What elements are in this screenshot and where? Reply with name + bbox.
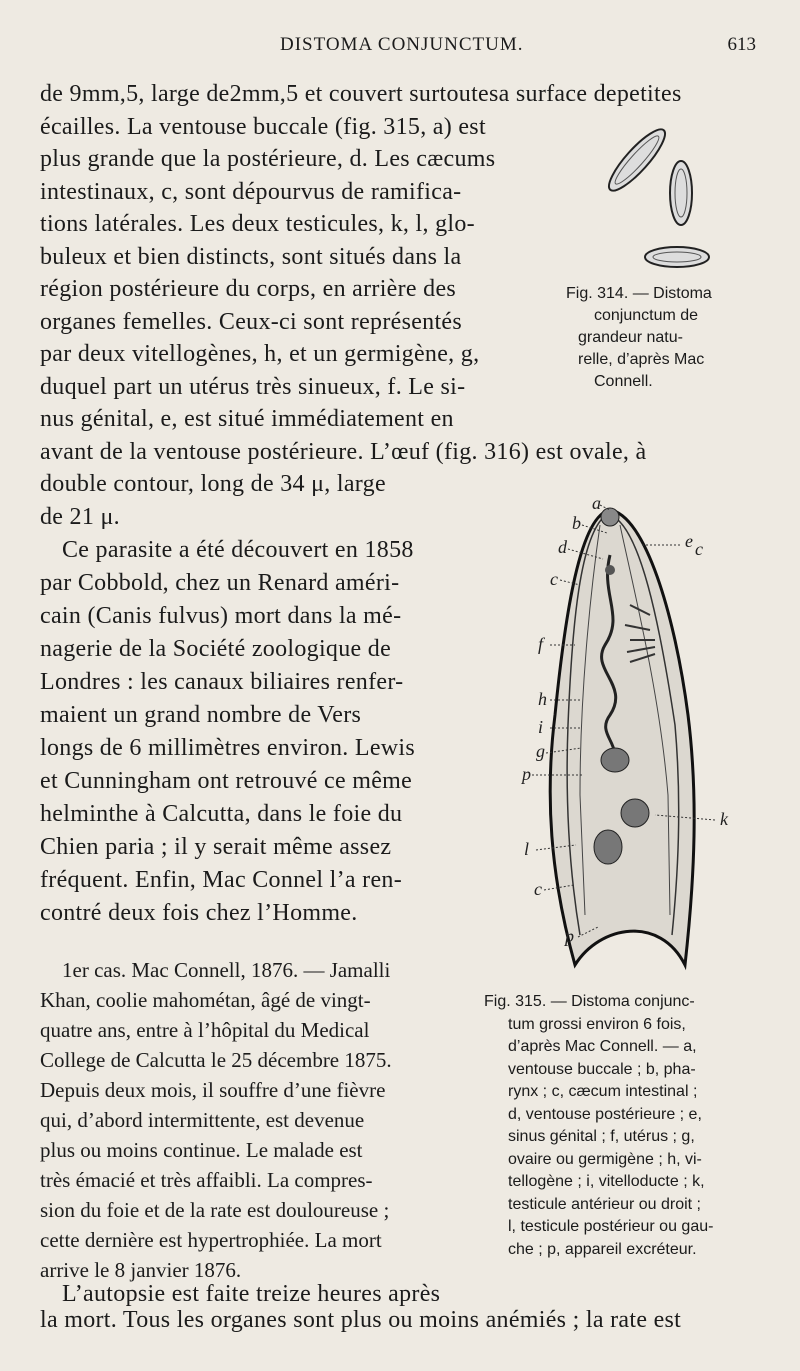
- figure-314-illustration: [595, 125, 775, 275]
- text-line: de 21 μ.: [40, 504, 120, 530]
- text-line: contré deux fois chez l’Homme.: [40, 900, 358, 926]
- caption-line: relle, d’après Mac: [578, 351, 705, 368]
- text-line: Khan, coolie mahométan, âgé de vingt-: [40, 988, 371, 1012]
- label-b: b: [572, 513, 581, 533]
- label-c-lower: c: [534, 879, 542, 899]
- caption-line: testicule antérieur ou droit ;: [508, 1195, 701, 1213]
- label-g: g: [536, 741, 545, 761]
- caption-line: che ; p, appareil excréteur.: [508, 1240, 697, 1258]
- text-line: arrive le 8 janvier 1876.: [40, 1258, 242, 1282]
- text-line: Depuis deux mois, il souffre d’une fièvre: [40, 1078, 386, 1102]
- label-p-upper: p: [522, 764, 531, 784]
- worm-specimen-2: [670, 161, 692, 225]
- label-c-right: c: [695, 539, 703, 559]
- text-line: nus génital, e, est situé immédiatement en: [40, 406, 454, 432]
- label-c-left: c: [550, 569, 558, 589]
- text-line: buleux et bien distincts, sont situés dans la: [40, 244, 462, 270]
- text-line: double contour, long de 34 μ, large: [40, 471, 386, 497]
- text-line: duquel part un utérus très sinueux, f. Le si-: [40, 374, 466, 400]
- page-number: 613: [727, 34, 756, 55]
- label-a: a: [592, 495, 601, 513]
- caption-line: grandeur natu-: [578, 329, 683, 346]
- text-line: longs de 6 millimètres environ. Lewis: [40, 735, 416, 761]
- text-line: quatre ans, entre à l’hôpital du Medical: [40, 1018, 370, 1042]
- text-line: Chien paria ; il y serait même assez: [40, 834, 392, 860]
- text-line: très émacié et très affaibli. La compres-: [40, 1168, 373, 1192]
- caption-line: rynx ; c, cæcum intestinal ;: [508, 1083, 698, 1100]
- label-i: i: [538, 717, 544, 737]
- text-line: qui, d’abord intermittente, est devenue: [40, 1108, 365, 1132]
- text-line: région postérieure du corps, en arrière des: [40, 276, 457, 302]
- caption-line: conjunctum de: [594, 307, 699, 324]
- caption-line: Fig. 314. — Distoma: [566, 285, 712, 302]
- label-k: k: [720, 809, 728, 829]
- text-line: de 9mm,5, large de2mm,5 et couvert surtoutesa surface depetites: [40, 81, 682, 107]
- figure-315-caption: [484, 991, 766, 1261]
- label-h: h: [538, 689, 547, 709]
- text-line: cette dernière est hypertrophiée. La mort: [40, 1228, 382, 1252]
- caption-line: d, ventouse postérieure ; e,: [508, 1105, 702, 1123]
- text-line: tions latérales. Les deux testicules, k, l, glo-: [40, 211, 475, 237]
- worm-specimen-3: [645, 247, 709, 267]
- text-line: par Cobbold, chez un Renard améri-: [40, 570, 400, 596]
- text-line: écailles. La ventouse buccale (fig. 315, a) est: [40, 114, 486, 140]
- text-line: 1er cas. Mac Connell, 1876. — Jamalli: [62, 958, 391, 982]
- caption-line: tellogène ; i, vitelloducte ; k,: [508, 1173, 705, 1190]
- text-line: Ce parasite a été découvert en 1858: [62, 537, 414, 563]
- text-line: L’autopsie est faite treize heures après: [62, 1281, 441, 1307]
- caption-line: tum grossi environ 6 fois,: [508, 1015, 686, 1033]
- caption-line: d’après Mac Connell. — a,: [508, 1038, 697, 1055]
- label-l: l: [524, 839, 530, 859]
- text-line: organes femelles. Ceux-ci sont représentés: [40, 309, 463, 335]
- label-p-lower: p: [565, 926, 574, 946]
- label-e: e: [685, 531, 693, 551]
- running-header-title: DISTOMA CONJUNCTUM.: [280, 34, 524, 55]
- caption-line: l, testicule postérieur ou gau-: [508, 1218, 714, 1235]
- text-line: par deux vitellogènes, h, et un germigène, g,: [40, 341, 480, 367]
- label-d: d: [558, 537, 567, 557]
- caption-line: Connell.: [594, 373, 653, 390]
- text-line: nagerie de la Société zoologique de: [40, 636, 392, 662]
- text-line: College de Calcutta le 25 décembre 1875.: [40, 1048, 392, 1072]
- figure-314-caption: [566, 283, 766, 393]
- label-f: f: [538, 634, 544, 654]
- text-line: fréquent. Enfin, Mac Connel l’a ren-: [40, 867, 402, 893]
- text-line: maient un grand nombre de Vers: [40, 702, 362, 728]
- figure-315-illustration: [510, 495, 760, 985]
- text-line: avant de la ventouse postérieure. L’œuf (fig. 316) est ovale, à: [40, 439, 647, 465]
- text-line: intestinaux, c, sont dépourvus de ramifica-: [40, 179, 462, 205]
- text-line: helminthe à Calcutta, dans le foie du: [40, 801, 403, 827]
- caption-line: Fig. 315. — Distoma conjunc-: [484, 993, 695, 1010]
- text-line: la mort. Tous les organes sont plus ou moins anémiés ; la rate est: [40, 1307, 682, 1333]
- caption-line: ovaire ou germigène ; h, vi-: [508, 1150, 702, 1168]
- text-line: et Cunningham ont retrouvé ce même: [40, 768, 413, 794]
- text-line: cain (Canis fulvus) mort dans la mé-: [40, 603, 402, 629]
- worm-specimen-1: [602, 125, 672, 197]
- caption-line: ventouse buccale ; b, pha-: [508, 1060, 696, 1078]
- worm-body: [550, 508, 694, 965]
- text-line: Londres : les canaux biliaires renfer-: [40, 669, 404, 695]
- text-line: sion du foie et de la rate est douloureuse ;: [40, 1198, 390, 1222]
- text-line: plus grande que la postérieure, d. Les cæcums: [40, 146, 496, 172]
- caption-line: sinus génital ; f, utérus ; g,: [508, 1128, 695, 1145]
- text-line: plus ou moins continue. Le malade est: [40, 1138, 363, 1162]
